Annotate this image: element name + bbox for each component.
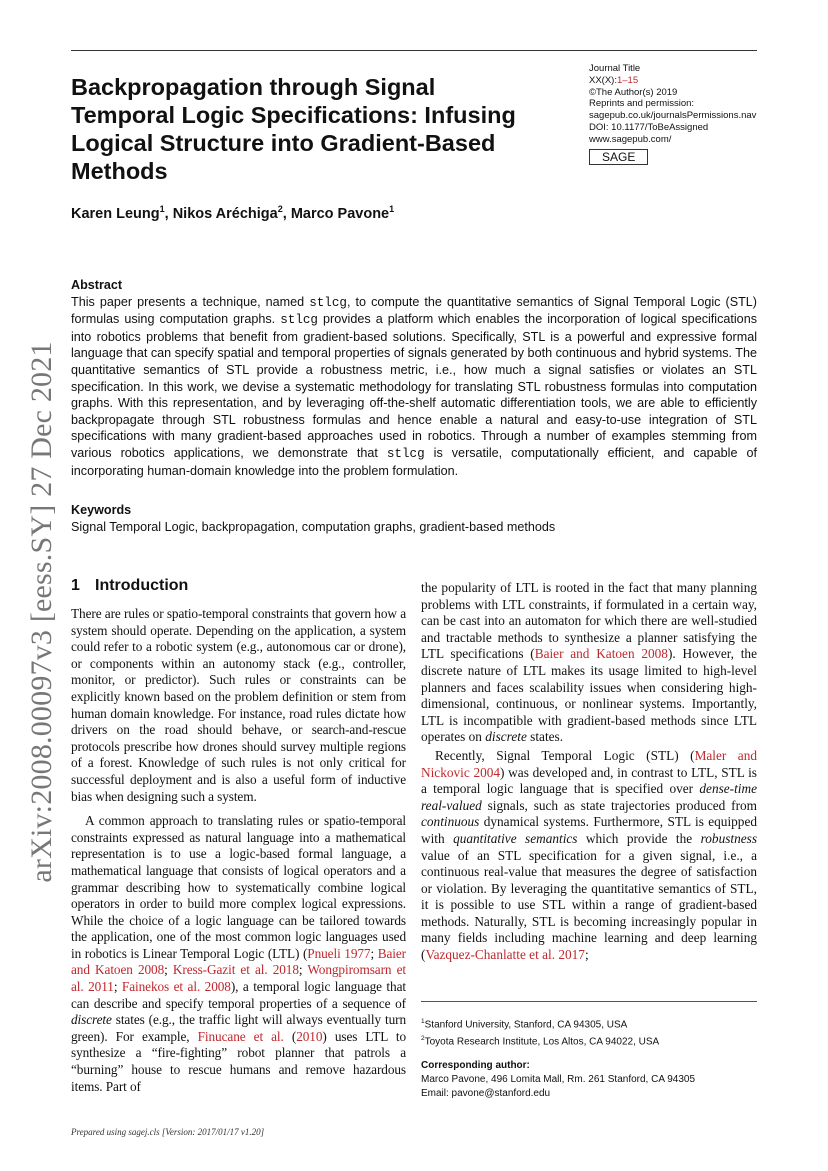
- affiliation-mark: 1: [389, 204, 395, 214]
- intro-paragraph-3: Recently, Signal Temporal Logic (STL) (Maler and Nickovic 2004) was developed and, in contrast to LTL, STL is a temporal logic language that is specified over dense-time real-valued signals, such as state trajectories produced from continuous dynamical systems. Furthermore, STL is equipped with quantitative semantics which provide the robustness value of an STL specification for a given signal, i.e., a continuous real-value that measures the degree of satisfaction or violation. By leveraging the quantitative semantics of STL, it is possible to use STL within a range of gradient-based methods. Naturally, STL is becoming increasingly popular in many fields including machine learning and deep learning (Vazquez-Chanlatte et al. 2017;: [421, 747, 757, 963]
- section-title: Introduction: [95, 577, 189, 594]
- citation-link[interactable]: Baier and Katoen 2008: [71, 945, 406, 978]
- affiliation-1: $^1$Stanford University, Stanford, CA 94305, USA: [421, 1018, 628, 1031]
- corresponding-address: Marco Pavone, 496 Lomita Mall, Rm. 261 Stanford, CA 94305: [421, 1073, 696, 1085]
- keywords: [71, 502, 757, 535]
- permissions-url: sagepub.co.uk/journalsPermissions.nav: [589, 110, 757, 122]
- footnotes: [421, 1015, 757, 1101]
- affiliation-mark: 2: [277, 204, 283, 214]
- citation-link[interactable]: Vazquez-Chanlatte et al. 2017: [425, 947, 585, 963]
- code-stlcg: stlcg: [309, 295, 347, 310]
- page-footer: Prepared using sagej.cls [Version: 2017/01/17 v1.20]: [71, 1127, 265, 1137]
- affiliation-2: $^2$Toyota Research Institute, Los Altos, CA 94022, USA: [421, 1035, 660, 1048]
- journal-title: Journal Title: [589, 63, 641, 74]
- intro-paragraph-1: There are rules or spatio-temporal constraints that govern how a system should operate. Depending on the application, a system could refer to a robotic system (e.g., autonomous car or drone), or components within an autonomy stack (e.g., controller, monitor, or predictor). Such rules or constraints can be explicitly known based on the problem definition or stem from human domain knowledge. For instance, road rules dictate how drivers on the road should behave, or search-and-rescue protocols prescribe how drones should survey multiple regions of a forest. Knowledge of such rules is not only critical for successful deployment and is also a useful form of inductive bias when designing such a system.: [71, 606, 406, 804]
- paper-title: Backpropagation through Signal Temporal Logic Specifications: Infusing Logical Structure into Gradient-Based Methods: [71, 74, 516, 184]
- citation-link[interactable]: Pnueli 1977: [307, 945, 371, 961]
- footnote-rule: [421, 1001, 757, 1002]
- keywords-text: Signal Temporal Logic, backpropagation, computation graphs, gradient-based methods: [71, 519, 556, 534]
- affiliation-mark: 1: [159, 204, 165, 214]
- citation-link[interactable]: Finucane et al.: [197, 1028, 284, 1044]
- author-list: Karen Leung$^1$, Nikos Aréchiga$^2$, Marco Pavone$^1$: [71, 204, 395, 222]
- author-name: Marco Pavone: [290, 205, 390, 222]
- section-number: 1: [71, 577, 80, 594]
- citation-link[interactable]: Wongpiromsarn et al. 2011: [71, 962, 406, 995]
- citation-link[interactable]: Kress-Gazit et al. 2018: [172, 962, 299, 978]
- citation-link[interactable]: Maler and Nickovic 2004: [421, 747, 757, 780]
- corresponding-email: Email: pavone@stanford.edu: [421, 1087, 551, 1099]
- journal-volume: XX(X):1–15: [589, 74, 639, 86]
- abstract: [71, 277, 757, 479]
- citation-link[interactable]: Baier and Katoen 2008: [534, 646, 668, 662]
- sage-logo: SAGE: [589, 149, 648, 165]
- pages-link[interactable]: 1–15: [616, 74, 639, 86]
- left-column: [71, 577, 406, 1095]
- intro-paragraph-2-continued: the popularity of LTL is rooted in the fact that many planning problems with LTL constraints, if formulated in a certain way, can be cast into an automaton for which there are well-studied and tractable methods to synthesize a planner satisfying the LTL specifications (Baier and Katoen 2008). However, the discrete nature of LTL makes its usage limited to high-level planners and faces scalability issues when considering high-dimensional, continuous, or nonlinear systems. Importantly, LTL is incompatible with gradient-based methods since LTL operates on discrete states.: [421, 580, 757, 745]
- code-stlcg: stlcg: [280, 313, 318, 328]
- corresponding-heading: Corresponding author:: [421, 1059, 530, 1071]
- arxiv-identifier: arXiv:2008.00097v3 [eess.SY] 27 Dec 2021: [25, 341, 58, 883]
- publisher-site: www.sagepub.com/: [589, 133, 672, 145]
- right-column: [421, 580, 757, 964]
- section-heading: [71, 577, 406, 595]
- citation-year-link[interactable]: 2010: [296, 1028, 323, 1044]
- copyright: ©The Author(s) 2019: [589, 86, 678, 98]
- author-name: Karen Leung: [71, 205, 160, 222]
- intro-paragraph-2: A common approach to translating rules or spatio-temporal constraints expressed as natural language into a mathematical representation is to use a logic-based formal language, a mathematical language that consists of logical operators and a grammar describing how to systematically combine logical operators in order to build more complex logical expressions. While the choice of a logic language can be tailored towards the application, one of the most common logic languages used in robotics is Linear Temporal Logic (LTL) (Pnueli 1977; Baier and Katoen 2008; Kress-Gazit et al. 2018; Wongpiromsarn et al. 2011; Fainekos et al. 2008), a temporal logic language that can describe and specify temporal properties of a sequence of discrete states (e.g., the traffic light will always eventually turn green). For example, Finucane et al. (2010) uses LTL to synthesize a “fire-fighting” robot planner that patrols a “burning” house to rescue humans and remove hazardous items. Part of: [71, 813, 407, 1094]
- abstract-text: This paper presents a technique, named stlcg, to compute the quantitative semantics of Signal Temporal Logic (STL) formulas using computation graphs. stlcg provides a platform which enables the incorporation of logical specifications into robotics problems that benefit from gradient-based solutions. Specifically, STL is a powerful and expressive formal language that can specify spatial and temporal properties of signals generated by both continuous and hybrid systems. The quantitative semantics of STL provide a robustness metric, i.e., how much a signal satisfies or violates an STL specification. In this work, we devise a systematic methodology for translating STL robustness formulas into computation graphs. With this representation, and by leveraging off-the-shelf automatic differentiation tools, we are able to efficiently backpropagate through STL robustness formulas and hence enable a natural and easy-to-use integration of STL specifications with many gradient-based approaches used in robotics. Through a number of examples stemming from various robotics applications, we demonstrate that stlcg is versatile, computationally efficient, and capable of incorporating human-domain knowledge into the problem formulation.: [71, 294, 757, 478]
- reprints: Reprints and permission:: [589, 98, 695, 110]
- code-stlcg: stlcg: [386, 446, 425, 461]
- keywords-heading: Keywords: [71, 503, 132, 517]
- doi: DOI: 10.1177/ToBeAssigned: [589, 121, 709, 133]
- abstract-heading: Abstract: [71, 278, 123, 292]
- corresponding-author: [421, 1059, 757, 1101]
- journal-info: [589, 63, 756, 165]
- header-rule: [71, 50, 757, 51]
- author-name: Nikos Aréchiga: [172, 205, 278, 222]
- citation-link[interactable]: Fainekos et al. 2008: [121, 979, 231, 995]
